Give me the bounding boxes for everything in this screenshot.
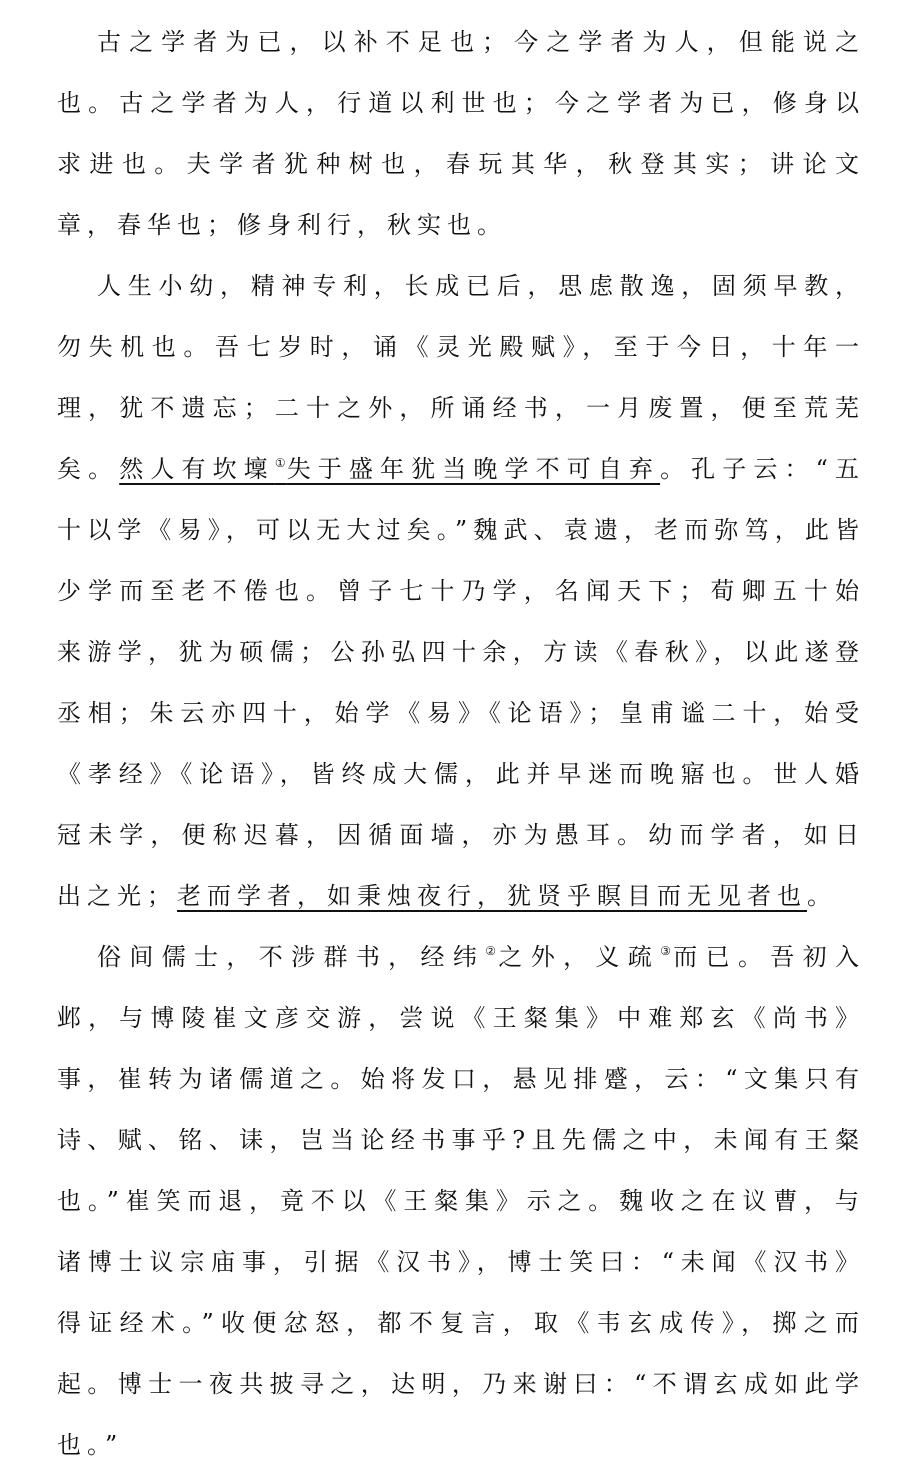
paragraph-3 xyxy=(57,927,865,1476)
footnote-marker-3: ③ xyxy=(660,944,674,958)
text-segment: 俗间儒士，不涉群书，经纬 xyxy=(97,943,486,971)
underlined-phrase-1 xyxy=(119,455,660,483)
footnote-marker-2: ② xyxy=(485,944,499,958)
text-segment: 。 xyxy=(807,882,837,910)
underlined-text: 失于盛年犹当晚学不可自弃 xyxy=(286,455,661,483)
text-segment: 而已。吾初入邺，与博陵崔文彦交游，尝说《王粲集》中难郑玄《尚书》事，崔转为诸儒道之。始将发口，悬见排蹙，云：“文集只有诗、赋、铭、诔，岂当论经书事乎?且先儒之中，未闻有王粲也。”崔笑而退，竟不以《王粲集》示之。魏收之在议曹，与诸博士议宗庙事，引据《汉书》，博士笑曰：“未闻《汉书》得证经术。”收便忿怒，都不复言，取《韦玄成传》，掷之而起。博士一夜共披寻之，达明，乃来谢曰：“不谓玄成如此学也。” xyxy=(57,943,866,1459)
underlined-phrase-2: 老而学者，如秉烛夜行，犹贤乎瞑目而无见者也 xyxy=(177,882,807,910)
underlined-text: 然人有坎壈 xyxy=(119,455,275,483)
text-segment: 。孔子云：“五十以学《易》，可以无大过矣。”魏武、袁遗，老而弥笃，此皆少学而至老不倦也。曾子七十乃学，名闻天下；荀卿五十始来游学，犹为硕儒；公孙弘四十余，方读《春秋》，以此遂登丞相；朱云亦四十，始学《易》《论语》；皇甫谧二十，始受《孝经》《论语》，皆终成大儒，此并早迷而晚寤也。世人婚冠未学，便称迟暮，因循面墙，亦为愚耳。幼而学者，如日出之光； xyxy=(57,455,866,910)
document-page xyxy=(57,12,865,1476)
text-segment: 之外，义疏 xyxy=(498,943,661,971)
footnote-marker-1: ① xyxy=(274,456,287,470)
paragraph-2 xyxy=(57,256,865,927)
paragraph-1 xyxy=(57,12,865,256)
text-segment: 古之学者为已，以补不足也；今之学者为人，但能说之也。古之学者为人，行道以利世也；今之学者为已，修身以求进也。夫学者犹种树也，春玩其华，秋登其实；讲论文章，春华也；修身利行，秋实也。 xyxy=(57,28,865,239)
text-segment: 人生小幼，精神专利，长成已后，思虑散逸，固须早教，勿失机也。吾七岁时，诵《灵光殿赋》，至于今日，十年一理，犹不遗忘；二十之外，所诵经书，一月废置，便至荒芜矣。 xyxy=(57,272,865,483)
